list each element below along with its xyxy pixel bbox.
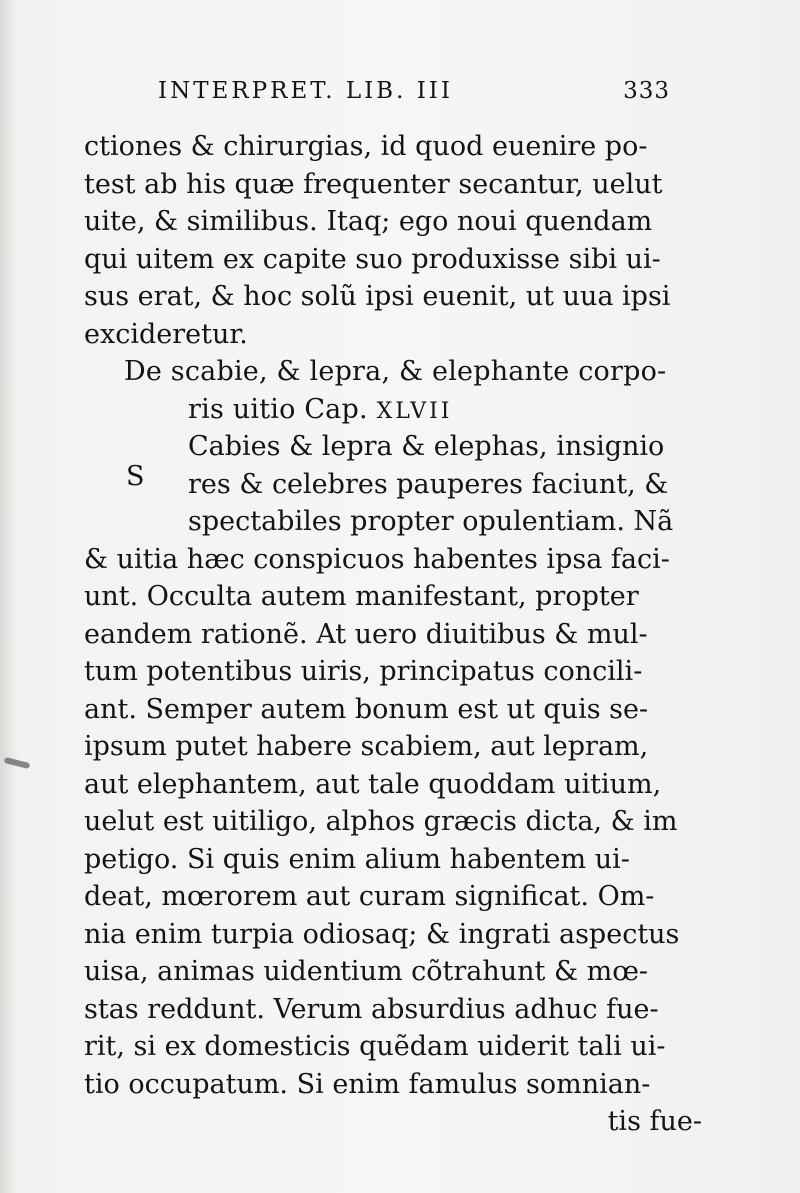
text-line: res & celebres pauperes faciunt, &: [188, 468, 669, 500]
text-line: sus erat, & hoc solũ ipsi euenit, ut uua ipsi: [84, 281, 671, 312]
chapter-number: XLVII: [376, 398, 453, 424]
text-line: rit, si ex domesticis quẽdam uiderit tali ui-: [84, 1031, 666, 1062]
page-header: [158, 78, 678, 112]
text-line: tio occupatum. Si enim famulus somnian-: [84, 1068, 651, 1100]
chapter-heading-line: [84, 391, 724, 429]
page-number: 333: [623, 78, 670, 104]
initial-letter: S: [126, 461, 145, 492]
text-line: unt. Occulta autem manifestant, propter: [84, 581, 639, 612]
text-line: stas reddunt. Verum absurdius adhuc fue-: [84, 993, 659, 1025]
text-line: nia enim turpia odiosaq; & ingrati aspectus: [84, 918, 680, 950]
text-line: qui uitem ex capite suo produxisse sibi ui-: [84, 243, 661, 275]
catchword: tis fue-: [607, 1106, 702, 1137]
body-text: [84, 128, 724, 1141]
text-line: eandem rationẽ. At uero diuitibus & mul-: [84, 618, 648, 650]
text-line: ant. Semper autem bonum est ut quis se-: [84, 693, 649, 725]
text-line: petigo. Si quis enim alium habentem ui-: [84, 843, 630, 875]
text-line: ctiones & chirurgias, id quod euenire po-: [84, 131, 648, 162]
text-line: uite, & similibus. Itaq; ego noui quendam: [84, 206, 653, 237]
running-title: INTERPRET. LIB. III: [158, 78, 453, 104]
page-edge-shadow: [0, 0, 18, 1193]
text-line: aut elephantem, aut tale quoddam uitium,: [84, 768, 662, 800]
text-line: & uitia hæc conspicuos habentes ipsa faci-: [84, 543, 670, 575]
text-line: deat, mœrorem aut curam significat. Om-: [84, 881, 655, 912]
text-line: ipsum putet habere scabiem, aut lepram,: [84, 731, 649, 762]
text-line: spectabiles propter opulentiam. Nã: [188, 506, 674, 537]
text-line: excideretur.: [84, 318, 248, 350]
text-line: test ab his quæ frequenter secantur, uelut: [84, 168, 663, 200]
text-line: uisa, animas uidentium cõtrahunt & mœ-: [84, 956, 649, 987]
text-line: Cabies & lepra & elephas, insignio: [188, 431, 665, 462]
text-line: uelut est uitiligo, alphos græcis dicta, & im: [84, 806, 678, 837]
chapter-heading-text: ris uitio Cap.: [188, 393, 368, 425]
text-line: tum potentibus uiris, principatus concili-: [84, 656, 643, 687]
chapter-heading-line: De scabie, & lepra, & elephante corpo-: [124, 356, 667, 387]
